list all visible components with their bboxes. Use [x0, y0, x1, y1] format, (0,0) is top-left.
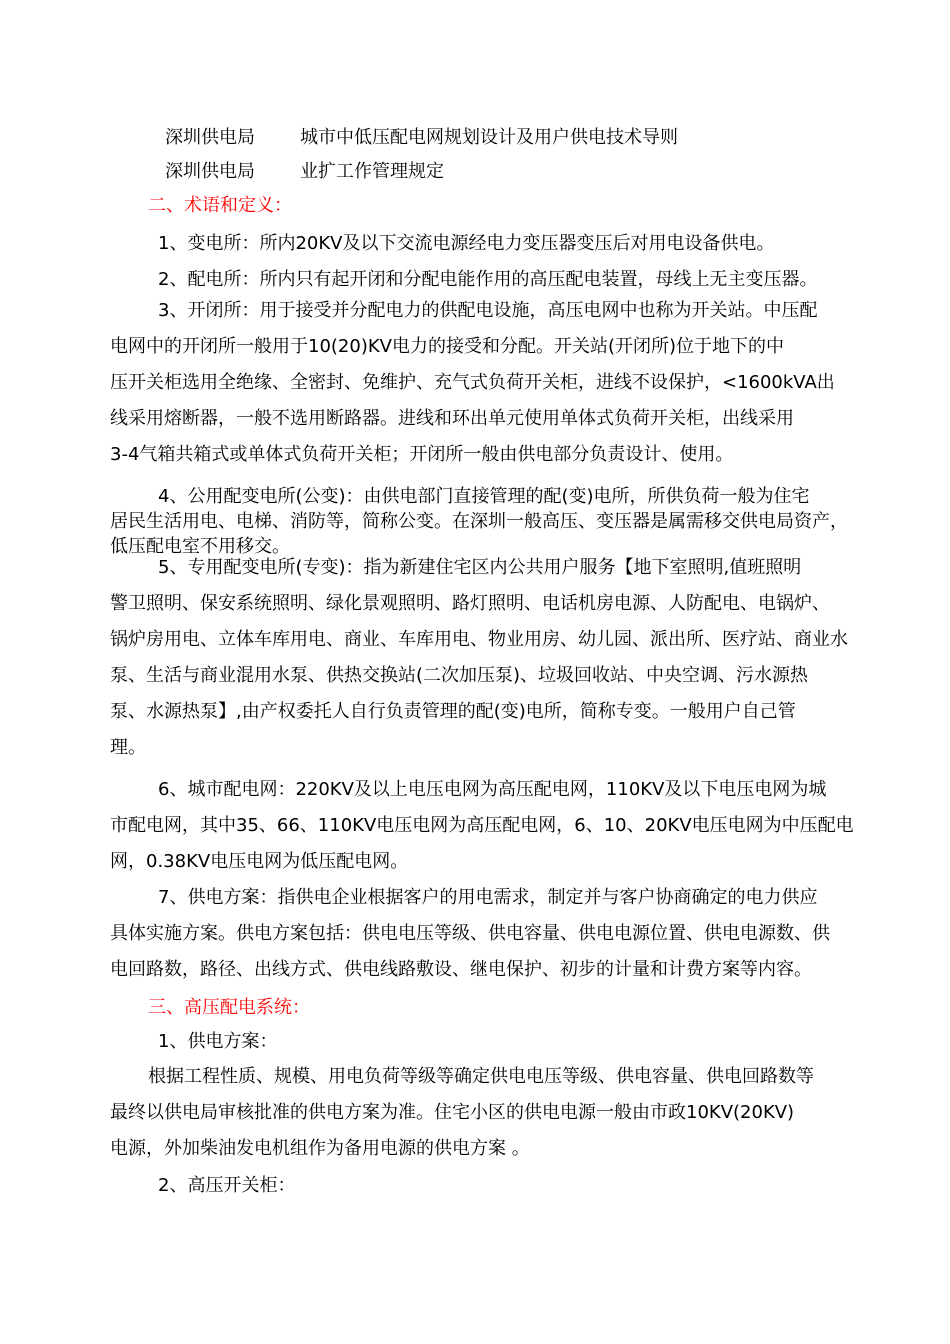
text-line: 具体实施方案。供电方案包括：供电电压等级、供电容量、供电电源位置、供电电源数、供: [110, 923, 830, 944]
text-line: 4、公用配变电所(公变)：由供电部门直接管理的配(变)电所，所供负荷一般为住宅: [158, 486, 810, 507]
text-line: 5、专用配变电所(专变)：指为新建住宅区内公共用户服务【地下室照明,值班照明: [158, 557, 802, 578]
body-paragraph: [110, 1059, 836, 1167]
definition-item: [110, 293, 836, 473]
text-line: 警卫照明、保安系统照明、绿化景观照明、路灯照明、电话机房电源、人防配电、电锅炉、: [110, 593, 830, 614]
text-line: 根据工程性质、规模、用电负荷等级等确定供电电压等级、供电容量、供电回路数等: [148, 1066, 814, 1087]
text-line: 网，0.38KV电压电网为低压配电网。: [110, 851, 409, 872]
text-line: 3、开闭所：用于接受并分配电力的供配电设施，高压电网中也称为开关站。中压配: [158, 300, 818, 321]
text-line: 7、供电方案：指供电企业根据客户的用电需求，制定并与客户协商确定的电力供应: [158, 887, 818, 908]
text-line: 低压配电室不用移交。: [110, 536, 290, 557]
subsection-heading: [110, 1024, 836, 1060]
text-line: 市配电网，其中35、66、110KV电压电网为高压配电网，6、10、20KV电压电网为中压配电: [110, 815, 854, 836]
subsection-heading: [110, 1168, 836, 1204]
text-line: 理。: [110, 737, 146, 758]
section-heading: 二、术语和定义：: [148, 195, 292, 216]
text-line: 居民生活用电、电梯、消防等，简称公变。在深圳一般高压、变压器是属需移交供电局资产，: [110, 511, 848, 532]
text-line: 电回路数，路径、出线方式、供电线路敷设、继电保护、初步的计量和计费方案等内容。: [110, 959, 812, 980]
definition-item: [110, 226, 836, 262]
reference-line: [165, 160, 444, 184]
text-line: 1、变电所：所内20KV及以下交流电源经电力变压器变压后对用电设备供电。: [158, 233, 775, 254]
text-line: 2、高压开关柜：: [158, 1175, 296, 1196]
text-line: 压开关柜选用全绝缘、全密封、免维护、充气式负荷开关柜，进线不设保护，<1600kVA出: [110, 372, 835, 393]
text-line: 电网中的开闭所一般用于10(20)KV电力的接受和分配。开关站(开闭所)位于地下的中: [110, 336, 785, 357]
text-line: 锅炉房用电、立体车库用电、商业、车库用电、物业用房、幼儿园、派出所、医疗站、商业水: [110, 629, 848, 650]
text-line: 泵、水源热泵】,由产权委托人自行负责管理的配(变)电所，简称专变。一般用户自己管: [110, 701, 796, 722]
definition-item: [110, 772, 854, 880]
text-line: 电源，外加柴油发电机组作为备用电源的供电方案 。: [110, 1138, 530, 1159]
text-line: 6、城市配电网：220KV及以上电压电网为高压配电网，110KV及以下电压电网为城: [158, 779, 827, 800]
reference-source: 深圳供电局: [165, 161, 255, 182]
text-line: 2、配电所：所内只有起开闭和分配电能作用的高压配电装置，母线上无主变压器。: [158, 269, 818, 290]
text-line: 3-4气箱共箱式或单体式负荷开关柜；开闭所一般由供电部分负责设计、使用。: [110, 444, 734, 465]
text-line: 最终以供电局审核批准的供电方案为准。住宅小区的供电电源一般由市政10KV(20KV): [110, 1102, 795, 1123]
reference-title: 业扩工作管理规定: [300, 161, 444, 182]
definition-item: [110, 484, 848, 559]
text-line: 泵、生活与商业混用水泵、供热交换站(二次加压泵)、垃圾回收站、中央空调、污水源热: [110, 665, 809, 686]
reference-title: 城市中低压配电网规划设计及用户供电技术导则: [300, 127, 678, 148]
definition-item: [110, 880, 836, 988]
text-line: 线采用熔断器，一般不选用断路器。进线和环出单元使用单体式负荷开关柜，出线采用: [110, 408, 794, 429]
reference-line: [165, 126, 678, 150]
text-line: 1、供电方案：: [158, 1031, 278, 1052]
definition-item: [110, 550, 848, 766]
section-heading: 三、高压配电系统：: [148, 997, 310, 1018]
reference-source: 深圳供电局: [165, 127, 255, 148]
